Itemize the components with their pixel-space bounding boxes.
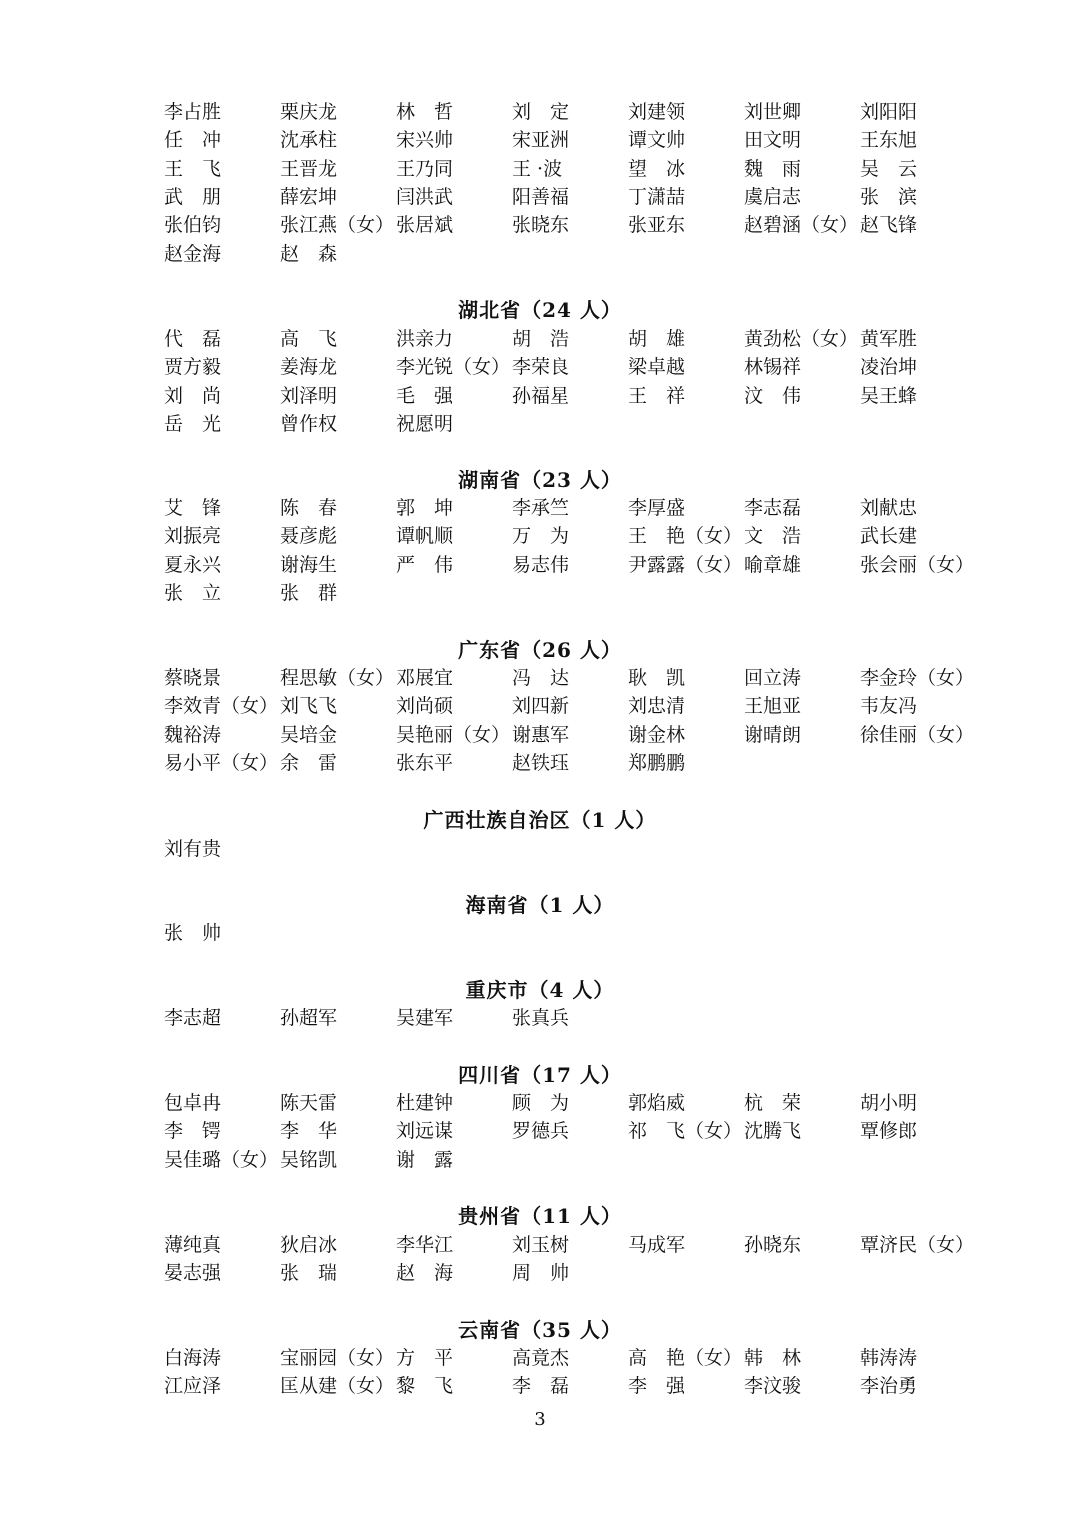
person-name: 李志磊	[744, 497, 802, 519]
person-name: 张 滨	[860, 185, 918, 208]
person-name: 张晓东	[512, 214, 570, 237]
person-name: 杜建钟	[396, 1092, 454, 1114]
person-name: 刘有贵	[164, 838, 222, 860]
person-name: 陈天雷	[280, 1092, 338, 1114]
person-name: 刘远谋	[396, 1120, 454, 1143]
person-name: 赵铁珏	[512, 751, 570, 774]
person-name: 严 伟	[396, 553, 454, 576]
person-name: 李治勇	[860, 1375, 918, 1398]
person-name: 谭文帅	[628, 129, 686, 152]
person-name: 冯 达	[512, 667, 570, 689]
person-name: 李效青（女）	[164, 695, 279, 718]
person-name: 黄军胜	[860, 328, 918, 350]
person-name: 王乃同	[396, 157, 454, 180]
person-name: 王晋龙	[280, 157, 338, 180]
section-title: 四川省（17 人）	[458, 1063, 622, 1087]
person-name: 邓展宜	[396, 667, 454, 689]
person-name: 张亚东	[628, 214, 686, 237]
person-name: 武 朋	[164, 185, 222, 208]
person-name: 林 哲	[396, 101, 454, 123]
person-name: 李 磊	[512, 1375, 570, 1398]
person-name: 吴培金	[280, 723, 338, 746]
person-name: 毛 强	[396, 384, 454, 407]
person-name: 张江燕（女）	[280, 214, 395, 237]
person-name: 沈承柱	[280, 129, 338, 152]
section-title: 广西壮族自治区（1 人）	[423, 808, 657, 832]
person-name: 包卓冉	[164, 1092, 222, 1114]
person-name: 宋兴帅	[396, 129, 454, 152]
person-name: 李华江	[396, 1234, 454, 1256]
person-name: 谢惠军	[512, 723, 570, 746]
person-name: 宝丽园（女）	[280, 1347, 395, 1369]
person-name: 艾 锋	[164, 497, 222, 519]
person-name: 任 冲	[164, 129, 222, 152]
person-name: 孙超军	[280, 1007, 338, 1029]
person-name: 吴佳璐（女）	[164, 1148, 279, 1171]
person-name: 张真兵	[512, 1007, 570, 1029]
person-name: 汶 伟	[744, 384, 802, 407]
person-name: 郑鹏鹏	[628, 751, 686, 774]
person-name: 赵 森	[280, 242, 338, 265]
person-name: 夏永兴	[164, 553, 222, 576]
person-name: 覃济民（女）	[860, 1234, 975, 1256]
person-name: 胡 浩	[512, 328, 570, 350]
person-name: 吴 云	[860, 157, 918, 180]
person-name: 马成军	[628, 1234, 686, 1256]
person-name: 张 立	[164, 581, 222, 604]
person-name: 杭 荣	[744, 1092, 802, 1114]
person-name: 胡 雄	[628, 328, 686, 350]
person-name: 吴建军	[396, 1007, 454, 1029]
person-name: 高 飞	[280, 328, 338, 350]
person-name: 周 帅	[512, 1262, 570, 1285]
person-name: 贾方毅	[164, 356, 222, 379]
person-name: 刘忠清	[628, 695, 686, 718]
person-name: 张 群	[280, 581, 338, 604]
person-name: 刘玉树	[512, 1234, 570, 1256]
person-name: 文 浩	[744, 525, 802, 548]
person-name: 郭 坤	[396, 497, 454, 519]
person-name: 祁 飞（女）	[628, 1120, 743, 1143]
person-name: 方 平	[396, 1347, 454, 1369]
person-name: 郭焰威	[628, 1092, 686, 1114]
person-name: 覃修郎	[860, 1120, 918, 1143]
person-name: 蔡晓景	[164, 667, 222, 689]
person-name: 张会丽（女）	[860, 553, 975, 576]
person-name: 沈腾飞	[744, 1120, 802, 1143]
person-name: 赵 海	[396, 1262, 454, 1285]
person-name: 张居斌	[396, 214, 454, 237]
person-name: 代 磊	[164, 328, 222, 350]
person-name: 李厚盛	[628, 497, 686, 519]
person-name: 尹露露（女）	[628, 553, 743, 576]
section-title: 湖南省（23 人）	[458, 468, 622, 492]
person-name: 虞启志	[744, 185, 802, 208]
person-name: 高竟杰	[512, 1347, 570, 1369]
person-name: 陈 春	[280, 497, 338, 519]
person-name: 狄启冰	[280, 1234, 338, 1256]
person-name: 谢晴朗	[744, 723, 802, 746]
person-name: 吴艳丽（女）	[396, 723, 511, 746]
person-name: 李光锐（女）	[396, 356, 511, 379]
person-name: 李荣良	[512, 356, 570, 379]
person-name: 李金玲（女）	[860, 667, 975, 689]
person-name: 张 帅	[164, 922, 222, 944]
page-number: 3	[534, 1409, 546, 1430]
person-name: 刘 尚	[164, 384, 222, 407]
person-name: 林锡祥	[744, 356, 802, 379]
person-name: 栗庆龙	[280, 101, 338, 123]
person-name: 刘尚硕	[396, 695, 454, 718]
person-name: 刘四新	[512, 695, 570, 718]
person-name: 张 瑞	[280, 1262, 338, 1285]
person-name: 魏裕涛	[164, 723, 222, 746]
person-name: 祝愿明	[396, 412, 454, 435]
person-name: 刘世卿	[744, 101, 802, 123]
person-name: 韦友冯	[860, 695, 918, 718]
person-name: 李志超	[164, 1007, 222, 1029]
person-name: 吴铭凯	[280, 1148, 338, 1171]
person-name: 田文明	[744, 129, 802, 152]
person-name: 梁卓越	[628, 356, 686, 379]
person-name: 谭帆顺	[396, 525, 454, 548]
person-name: 洪亲力	[396, 328, 454, 350]
person-name: 王旭亚	[744, 695, 802, 718]
person-name: 耿 凯	[628, 667, 686, 689]
person-name: 谢金林	[628, 723, 686, 746]
person-name: 胡小明	[860, 1092, 918, 1114]
person-name: 薄纯真	[164, 1234, 222, 1256]
person-name: 阳善福	[512, 185, 570, 208]
person-name: 韩 林	[744, 1347, 802, 1369]
person-name: 宋亚洲	[512, 129, 570, 152]
person-name: 丁潇喆	[628, 185, 686, 208]
person-name: 易小平（女）	[164, 751, 279, 774]
person-name: 李承竺	[512, 497, 570, 519]
person-name: 王 飞	[164, 157, 222, 180]
person-name: 程思敏（女）	[280, 667, 395, 689]
person-name: 回立涛	[744, 667, 802, 689]
person-name: 韩涛涛	[860, 1347, 918, 1369]
person-name: 刘阳阳	[860, 101, 918, 123]
person-name: 刘泽明	[280, 384, 338, 407]
section-title: 重庆市（4 人）	[465, 978, 615, 1002]
person-name: 刘建领	[628, 101, 686, 123]
person-name: 李占胜	[164, 101, 222, 123]
person-name: 凌治坤	[860, 356, 918, 379]
person-name: 喻章雄	[744, 553, 802, 576]
person-name: 罗德兵	[512, 1120, 570, 1143]
section-title: 海南省（1 人）	[465, 893, 615, 917]
person-name: 高 艳（女）	[628, 1347, 743, 1369]
person-name: 刘献忠	[860, 497, 918, 519]
person-name: 赵金海	[164, 242, 222, 265]
person-name: 李 强	[628, 1375, 686, 1398]
person-name: 姜海龙	[280, 356, 338, 379]
person-name: 赵碧涵（女）	[744, 214, 859, 237]
person-name: 魏 雨	[744, 157, 802, 180]
person-name: 聂彦彪	[280, 525, 338, 548]
person-name: 岳 光	[164, 412, 222, 435]
person-name: 曾作权	[280, 412, 338, 435]
person-name: 王 ·波	[512, 157, 563, 180]
person-name: 易志伟	[512, 553, 570, 576]
person-name: 万 为	[512, 525, 570, 548]
person-name: 王东旭	[860, 129, 918, 152]
person-name: 刘飞飞	[280, 695, 338, 718]
person-name: 王 祥	[628, 384, 686, 407]
person-name: 孙福星	[512, 384, 570, 407]
person-name: 武长建	[860, 525, 918, 548]
person-name: 顾 为	[512, 1092, 570, 1114]
person-name: 闫洪武	[396, 185, 454, 208]
person-name: 张东平	[396, 751, 454, 774]
person-name: 刘 定	[512, 101, 570, 123]
person-name: 张伯钧	[164, 214, 222, 237]
section-title: 湖北省（24 人）	[458, 298, 622, 322]
person-name: 晏志强	[164, 1262, 222, 1285]
person-name: 谢海生	[280, 553, 338, 576]
person-name: 谢 露	[396, 1148, 454, 1171]
section-title: 贵州省（11 人）	[458, 1204, 622, 1228]
person-name: 王 艳（女）	[628, 525, 743, 548]
section-title: 广东省（26 人）	[458, 638, 622, 662]
person-name: 黎 飞	[396, 1375, 454, 1398]
person-name: 吴王蜂	[860, 384, 918, 407]
person-name: 徐佳丽（女）	[860, 723, 975, 746]
person-name: 赵飞锋	[860, 214, 918, 237]
person-name: 薛宏坤	[280, 185, 338, 208]
person-name: 匡从建（女）	[280, 1375, 395, 1398]
person-name: 白海涛	[164, 1347, 222, 1369]
person-name: 望 冰	[628, 157, 686, 180]
person-name: 余 雷	[280, 751, 338, 774]
person-name: 李 华	[280, 1120, 338, 1143]
section-title: 云南省（35 人）	[458, 1318, 622, 1342]
person-name: 李 锷	[164, 1120, 222, 1143]
person-name: 刘振亮	[164, 525, 222, 548]
person-name: 江应泽	[164, 1375, 222, 1398]
person-name: 黄劲松（女）	[744, 328, 859, 350]
person-name: 李汶骏	[744, 1375, 802, 1398]
person-name: 孙晓东	[744, 1234, 802, 1256]
